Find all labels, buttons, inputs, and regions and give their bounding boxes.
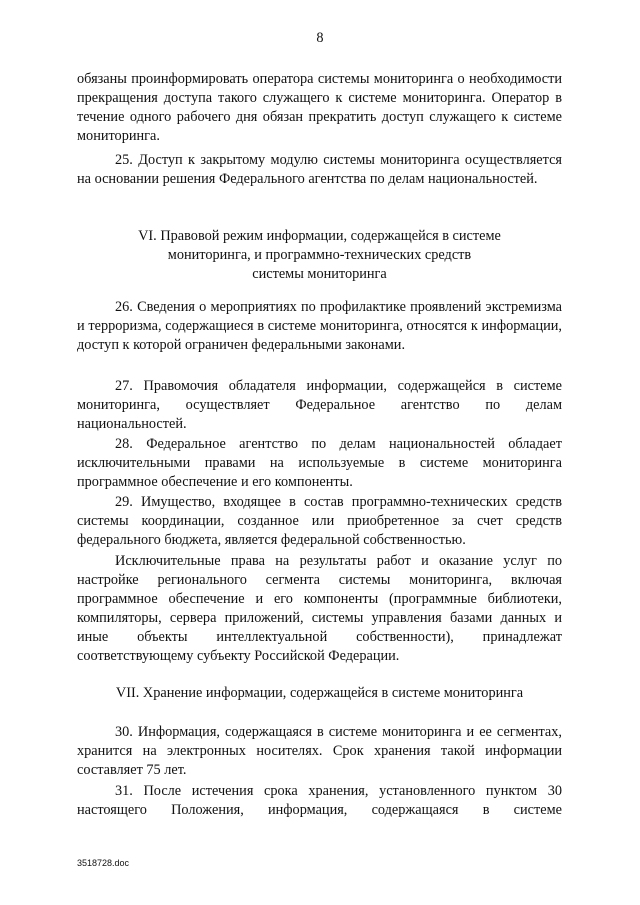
section-6-heading-line2: мониторинга, и программно-технических средств xyxy=(167,247,472,263)
paragraph-intro: обязаны проинформировать оператора системы мониторинга о необходимости прекращения доступа такого служащего к системе мониторинга. Оператор в течение одного рабочего дня обязан прекратить доступ служащего к системе мониторинга. xyxy=(77,71,562,144)
paragraph-25: 25. Доступ к закрытому модулю системы мониторинга осуществляется на основании решения Федерального агентства по делам национальностей. xyxy=(77,152,562,187)
paragraph-28: 28. Федеральное агентство по делам национальностей обладает исключительными правами на используемые в системе мониторинга программное обеспечение и его компоненты. xyxy=(77,436,562,490)
section-6-heading-line3: системы мониторинга xyxy=(252,266,387,282)
paragraph-26: 26. Сведения о мероприятиях по профилактике проявлений экстремизма и терроризма, содержащиеся в системе мониторинга, относятся к информации, доступ к которой ограничен федеральными законами. xyxy=(77,299,562,353)
paragraph-27: 27. Правомочия обладателя информации, содержащейся в системе мониторинга, осуществляет Федеральное агентство по делам национальностей. xyxy=(77,378,562,432)
section-6-heading xyxy=(77,227,562,284)
paragraph-30: 30. Информация, содержащаяся в системе мониторинга и ее сегментах, хранится на электронных носителях. Срок хранения такой информации составляет 75 лет. xyxy=(77,724,562,778)
paragraph-29: 29. Имущество, входящее в состав программно-технических средств системы координации, созданное или приобретенное за счет средств федерального бюджета, является федеральной собственностью. xyxy=(77,494,562,548)
paragraph-31: 31. После истечения срока хранения, установленного пунктом 30 настоящего Положения, информация, содержащаяся в системе xyxy=(77,783,562,818)
footer-doc-id: 3518728.doc xyxy=(77,858,130,868)
section-7-heading xyxy=(77,684,562,703)
page-number: 8 xyxy=(316,30,324,46)
paragraph-29-rights: Исключительные права на результаты работ и оказание услуг по настройке регионального сегмента системы мониторинга, включая программное обеспечение и его компоненты (программные библиотеки, компиляторы, сервера приложений, системы управления базами данных и иные объекты интеллектуальной собственности), принадлежат соответствующему субъекту Российской Федерации. xyxy=(77,553,562,664)
section-6-heading-line1: VI. Правовой режим информации, содержащейся в системе xyxy=(138,228,501,244)
section-7-heading-line1: VII. Хранение информации, содержащейся в системе мониторинга xyxy=(115,685,524,701)
